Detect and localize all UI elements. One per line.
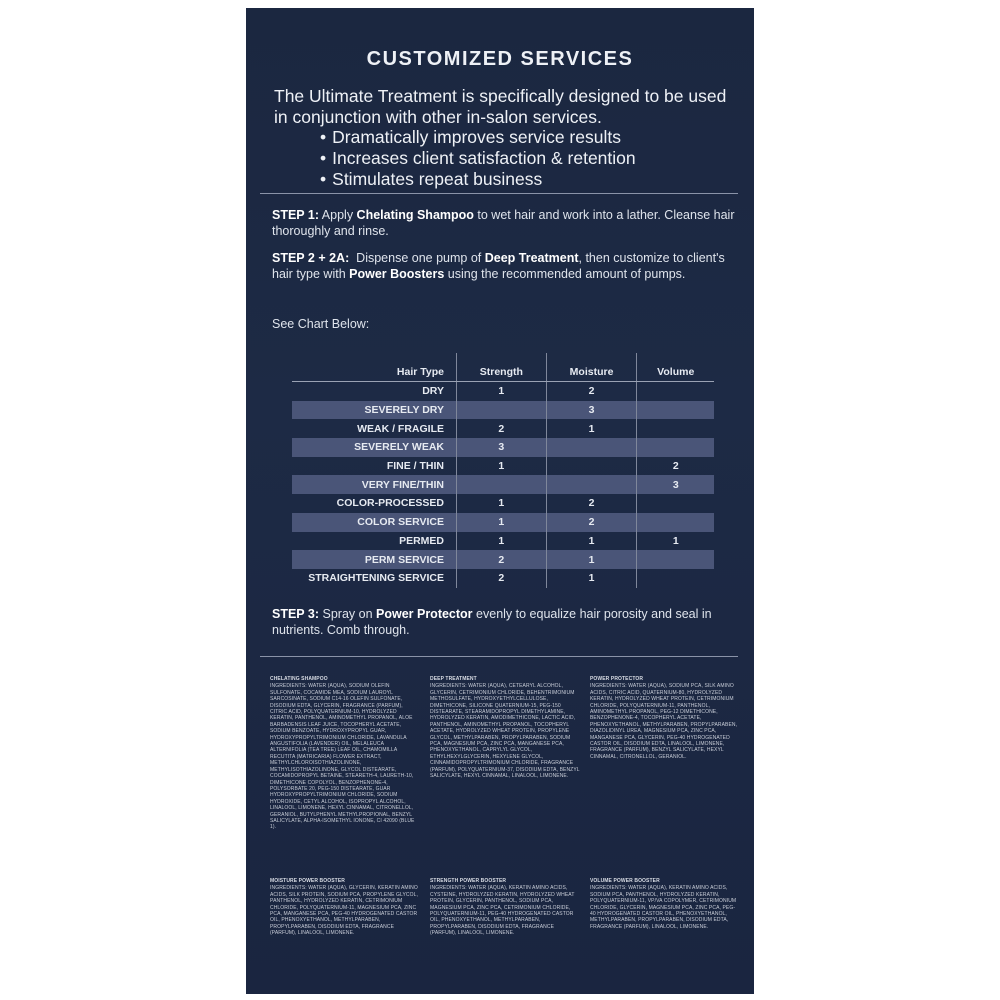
pump-count-cell	[457, 475, 547, 494]
ingredients-title: CHELATING SHAMPOO	[270, 676, 328, 682]
pump-count-cell: 2	[457, 419, 547, 438]
ingredients-volume-booster	[590, 878, 740, 978]
pump-count-cell	[637, 569, 714, 588]
table-row	[292, 550, 714, 569]
pump-count-cell	[637, 550, 714, 569]
table-row	[292, 419, 714, 438]
pump-count-cell: 2	[546, 382, 637, 401]
step-3-product: Power Protector	[376, 607, 473, 621]
step-1-label: STEP 1:	[272, 208, 320, 222]
ingredients-title: MOISTURE POWER BOOSTER	[270, 878, 345, 884]
column-header: Hair Type	[292, 353, 457, 382]
step-2-label: STEP 2 + 2A:	[272, 251, 350, 265]
hair-type-cell: VERY FINE/THIN	[292, 475, 457, 494]
pump-count-cell: 1	[457, 532, 547, 551]
pump-count-cell: 2	[457, 569, 547, 588]
ingredients-title: STRENGTH POWER BOOSTER	[430, 878, 507, 884]
pump-count-cell: 1	[457, 513, 547, 532]
hair-type-cell: DRY	[422, 385, 444, 398]
pump-count-cell: 3	[457, 438, 547, 457]
pump-count-cell	[457, 401, 547, 420]
table-row	[292, 569, 714, 588]
step-3-text: evenly to equalize hair porosity and seal in nutrients. Comb through.	[272, 607, 712, 637]
hair-type-cell: COLOR SERVICE	[292, 513, 457, 532]
pump-count-cell: 2	[637, 457, 714, 476]
booster-chart	[292, 353, 714, 588]
table-row	[292, 382, 714, 401]
ingredients-title: VOLUME POWER BOOSTER	[590, 878, 660, 884]
ingredients-title: POWER PROTECTOR	[590, 676, 644, 682]
ingredients-moisture-booster	[270, 878, 420, 978]
ingredients-title: DEEP TREATMENT	[430, 676, 477, 682]
table-row	[292, 401, 714, 420]
pump-count-cell	[637, 419, 714, 438]
pump-count-cell	[637, 382, 714, 401]
pump-count-cell: 1	[546, 532, 637, 551]
pump-count-cell: 3	[546, 401, 637, 420]
step-3	[272, 606, 736, 638]
ingredients-strength-booster	[430, 878, 580, 978]
hair-type-cell: PERMED	[399, 534, 444, 547]
page-title: CUSTOMIZED SERVICES	[366, 48, 634, 70]
column-header: Volume	[637, 353, 714, 382]
column-header: Moisture	[546, 353, 637, 382]
table-row	[292, 438, 714, 457]
pump-count-cell: 2	[546, 494, 637, 513]
table-row	[292, 532, 714, 551]
pump-count-cell: 2	[546, 513, 637, 532]
pump-count-cell: 1	[457, 382, 547, 401]
pump-count-cell	[546, 457, 637, 476]
pump-count-cell	[637, 513, 714, 532]
hair-type-cell: SEVERELY DRY	[292, 401, 457, 420]
step-1-text: Apply	[319, 208, 357, 222]
step-1	[272, 207, 736, 239]
pump-count-cell	[546, 438, 637, 457]
ingredients-power-protector	[590, 676, 740, 804]
hair-type-cell: WEAK / FRAGILE	[357, 422, 444, 435]
see-chart-label: See Chart Below:	[272, 317, 370, 331]
step-1-product: Chelating Shampoo	[356, 208, 474, 222]
benefit-item: • Increases client satisfaction & retention	[320, 148, 636, 169]
pump-count-cell: 1	[637, 532, 714, 551]
step-2-product: Power Boosters	[349, 267, 445, 281]
benefit-item: • Stimulates repeat business	[320, 169, 636, 190]
divider	[260, 656, 738, 657]
benefit-list	[320, 127, 636, 190]
pump-count-cell	[637, 494, 714, 513]
step-1-text: to wet hair and work into a lather. Cleanse hair thoroughly and rinse.	[272, 208, 735, 238]
pump-count-cell	[637, 401, 714, 420]
intro-text: The Ultimate Treatment is specifically designed to be used in conjunction with other in-salon services.	[274, 86, 727, 127]
pump-count-cell: 1	[546, 569, 637, 588]
pump-count-cell: 3	[637, 475, 714, 494]
pump-count-cell: 1	[457, 457, 547, 476]
product-panel	[246, 8, 754, 994]
ingredients-text: INGREDIENTS: WATER (AQUA), SODIUM OLEFIN SULFONATE, COCAMIDE MEA, SODIUM LAUROYL SARCOSINATE, SODIUM C14-16 OLEFIN SULFONATE, DISODIUM EDTA, GLYCERIN, FRAGRANCE (PARFUM), CITRIC ACID, POLYQUATERNIUM-10, HYDROLYZED KERATIN, PANTHENOL, AMINOMETHYL PROPANOL, ALOE BARBADENSIS LEAF JUICE, TOCOPHERYL ACETATE, SODIUM BENZOATE, HYDROXYPROPYL GUAR, HYDROXYPROPYLTRIMONIUM CHLORIDE, LAVANDULA ANGUSTIFOLIA (LAVENDER) OIL, MELALEUCA ALTERNIFOLIA (TEA TREE) LEAF OIL, CHAMOMILLA RECUTITA (MATRICARIA) FLOWER EXTRACT, METHYLCHLOROISOTHIAZOLINONE, METHYLISOTHIAZOLINONE, GLYCOL DISTEARATE, COCAMIDOPROPYL BETAINE, STEARETH-4, LAURETH-10, DIMETHICONE COPOLYOL, BENZOPHENONE-4, POLYSORBATE 20, PEG-150 DISTEARATE, GUAR HYDROXYPROPYLTRIMONIUM CHLORIDE, SODIUM HYDROXIDE, CETYL ALCOHOL, ISOPROPYL ALCOHOL, LINALOOL, LIMONENE, HEXYL CINNAMAL, CITRONELLOL, GERANIOL, BUTYLPHENYL METHYLPROPIONAL, BENZYL SALICYLATE, ALPHA-ISOMETHYL IONONE, CI 42090 (BLUE 1).	[270, 683, 415, 831]
step-2-text: using the recommended amount of pumps.	[444, 267, 686, 281]
ingredients-text: INGREDIENTS: WATER (AQUA), KERATIN AMINO ACIDS, CYSTEINE, HYDROLYZED KERATIN, HYDROLYZED WHEAT PROTEIN, GLYCERIN, PANTHENOL, SODIUM PCA, MAGNESIUM PCA, ZINC PCA, CETRIMONIUM CHLORIDE, POLYQUATERNIUM-11, PEG-40 HYDROGENATED CASTOR OIL, PHENOXYETHANOL, METHYLPARABEN, PROPYLPARABEN, DISODIUM EDTA, FRAGRANCE (PARFUM), LINALOOL, LIMONENE.	[430, 885, 575, 937]
table-row	[292, 494, 714, 513]
pump-count-cell: 2	[457, 550, 547, 569]
step-3-text: Spray on	[319, 607, 376, 621]
table-row	[292, 475, 714, 494]
hair-type-cell: COLOR-PROCESSED	[336, 497, 444, 510]
hair-type-cell: PERM SERVICE	[292, 550, 457, 569]
table-row	[292, 457, 714, 476]
pump-count-cell: 1	[457, 494, 547, 513]
step-3-label: STEP 3:	[272, 607, 320, 621]
hair-type-cell: SEVERELY WEAK	[292, 438, 457, 457]
pump-count-cell: 1	[546, 550, 637, 569]
step-2	[272, 250, 736, 282]
ingredients-chelating-shampoo	[270, 676, 420, 876]
step-2-text: Dispense one pump of	[349, 251, 485, 265]
ingredients-text: INGREDIENTS: WATER (AQUA), SODIUM PCA, SILK AMINO ACIDS, CITRIC ACID, QUATERNIUM-80, HYDROLYZED KERATIN, HYDROLYZED WHEAT PROTEIN, CETRIMONIUM CHLORIDE, POLYQUATERNIUM-11, PANTHENOL, AMINOMETHYL PROPANOL, PEG-12 DIMETHICONE, BENZOPHENONE-4, TOCOPHERYL ACETATE, PHENOXYETHANOL, METHYLPARABEN, PROPYLPARABEN, DIAZOLIDINYL UREA, MAGNESIUM PCA, ZINC PCA, MANGANESE PCA, GLYCERIN, PEG-40 HYDROGENATED CASTOR OIL, DISODIUM EDTA, LINALOOL, LIMONENE, FRAGRANCE (PARFUM), BENZYL SALICYLATE, HEXYL CINNAMAL, CITRONELLOL, GERANIOL.	[590, 683, 738, 760]
pump-count-cell	[637, 438, 714, 457]
benefit-item: • Dramatically improves service results	[320, 127, 636, 148]
hair-type-cell: STRAIGHTENING SERVICE	[308, 572, 444, 585]
ingredients-deep-treatment	[430, 676, 580, 814]
step-2-text: , then customize to client's hair type with	[272, 251, 725, 281]
pump-count-cell	[546, 475, 637, 494]
column-header: Strength	[457, 353, 547, 382]
ingredients-text: INGREDIENTS: WATER (AQUA), GLYCERIN, KERATIN AMINO ACIDS, SILK PROTEIN, SODIUM PCA, PROPYLENE GLYCOL, PANTHENOL, HYDROLYZED KERATIN, CETRIMONIUM CHLORIDE, POLYQUATERNIUM-11, MAGNESIUM PCA, ZINC PCA, MANGANESE PCA, PEG-40 HYDROGENATED CASTOR OIL, PHENOXYETHANOL, METHYLPARABEN, PROPYLPARABEN, DISODIUM EDTA, FRAGRANCE (PARFUM), LINALOOL, LIMONENE.	[270, 885, 418, 937]
divider	[260, 193, 738, 194]
ingredients-text: INGREDIENTS: WATER (AQUA), CETEARYL ALCOHOL, GLYCERIN, CETRIMONIUM CHLORIDE, BEHENTRIMONIUM METHOSULFATE, HYDROXYETHYLCELLULOSE, DIMETHICONE, SILICONE QUATERNIUM-15, PEG-150 DISTEARATE, STEARAMIDOPROPYL DIMETHYLAMINE, HYDROLYZED KERATIN, AMODIMETHICONE, LACTIC ACID, PANTHENOL, AMINOMETHYL PROPANOL, TOCOPHERYL ACETATE, HYDROLYZED WHEAT PROTEIN, PROPYLENE GLYCOL, METHYLPARABEN, PROPYLPARABEN, SODIUM PCA, MAGNESIUM PCA, ZINC PCA, MANGANESE PCA, PHENOXYETHANOL, CAPRYLYL GLYCOL, ETHYLHEXYLGLYCERIN, HEXYLENE GLYCOL, CINNAMIDOPROPYLTRIMONIUM CHLORIDE, FRAGRANCE (PARFUM), POLYQUATERNIUM-37, DISODIUM EDTA, BENZYL SALICYLATE, HEXYL CINNAMAL, LINALOOL, LIMONENE.	[430, 683, 580, 780]
hair-type-cell: FINE / THIN	[386, 460, 444, 473]
chart-body	[292, 382, 714, 588]
ingredients-text: INGREDIENTS: WATER (AQUA), KERATIN AMINO ACIDS, SODIUM PCA, PANTHENOL, HYDROLYZED KERATIN, POLYQUATERNIUM-11, VP/VA COPOLYMER, CETRIMONIUM CHLORIDE, GLYCERIN, MAGNESIUM PCA, ZINC PCA, PEG-40 HYDROGENATED CASTOR OIL, PHENOXYETHANOL, METHYLPARABEN, PROPYLPARABEN, DISODIUM EDTA, FRAGRANCE (PARFUM), LINALOOL, LIMONENE.	[590, 885, 737, 930]
pump-count-cell: 1	[546, 419, 637, 438]
step-2-product: Deep Treatment	[484, 251, 579, 265]
table-row	[292, 513, 714, 532]
